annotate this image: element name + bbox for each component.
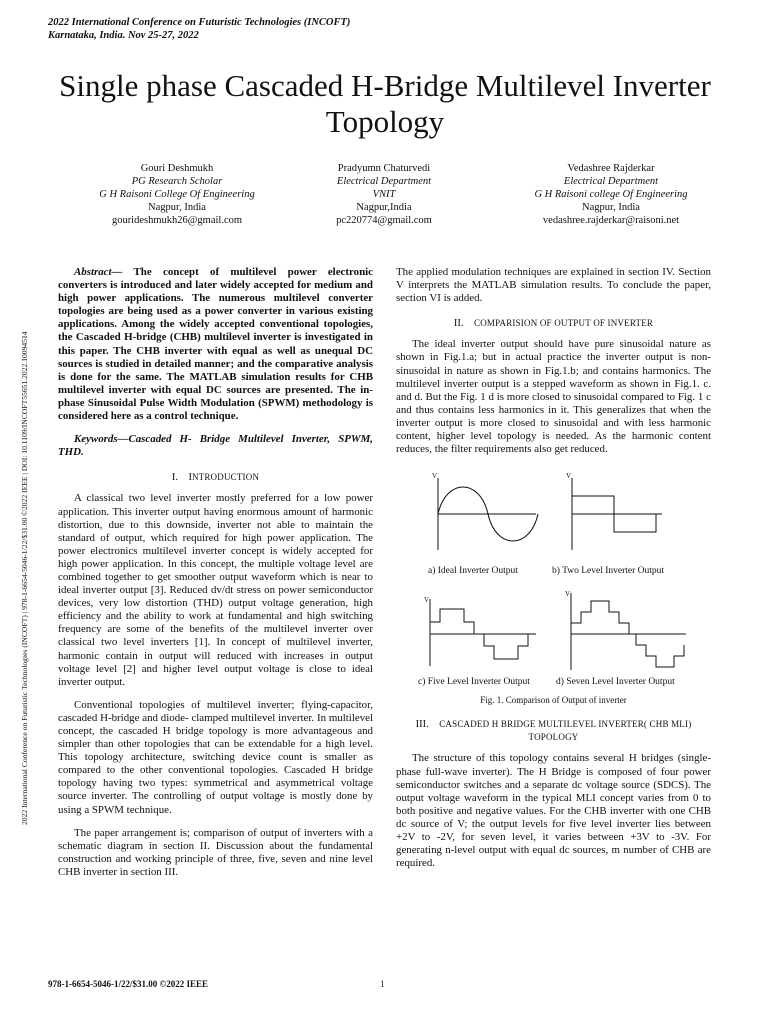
- section-heading-chb: III. CASCADED H BRIDGE MULTILEVEL INVERTER( CHB MLI) TOPOLOGY: [415, 719, 692, 743]
- abstract-label: Abstract—: [74, 266, 123, 278]
- author-block-1: [62, 162, 292, 227]
- author-affiliation: G H Raisoni college Of Engineering: [534, 189, 688, 200]
- figure-1-waveforms: [396, 466, 711, 691]
- subcaption-d: d) Seven Level Inverter Output: [556, 677, 675, 688]
- two-level-waveform-plot: [572, 478, 662, 550]
- ideal-waveform-plot: [438, 478, 538, 550]
- conference-name: 2022 International Conference on Futuristic Technologies (INCOFT): [48, 17, 351, 28]
- author-name: Vedashree Rajderkar: [567, 163, 655, 174]
- figure-1: [396, 466, 711, 706]
- five-level-waveform-plot: [430, 599, 536, 666]
- page-number: 1: [380, 979, 385, 989]
- doi-sidebar-text: 2022 International Conference on Futuristic Technologies (INCOFT) | 978-1-6654-5046-1/22/$31.00 ©2022 IEEE | DOI: 10.1109/INCOFT55651.2022.10094514: [20, 331, 29, 825]
- author-affiliation: VNIT: [372, 189, 396, 200]
- author-block-3: [496, 162, 726, 227]
- axis-label: V: [424, 596, 430, 605]
- author-email[interactable]: pc220774@gmail.com: [336, 215, 432, 226]
- subcaption-a: a) Ideal Inverter Output: [428, 566, 518, 577]
- keywords-label: Keywords—: [74, 433, 129, 446]
- intro-paragraph-1: A classical two level inverter mostly preferred for a low power application. This inverter output having enormous amount of harmonic distortion, due to this downside, inverter not able to maintain the standard of output, which required for high power application. The power electronics multilevel inverter concept is widely accepted for high power application. In this concept, the multiple voltage level are combined together to get smoother output waveform which is near to ideal inverter output [3]. Reduced dv/dt stress on power semiconductor devices, very low distortion (THD) output voltage generation, high efficiency and the ability to work at fundamental and high switching frequency are some of the benefits of the multilevel inverter over classical two level inverters [1]. In concept of multilevel inverter, harmonic contain in output will reduced with increases in output voltage level [2] and higher level output voltage is close to ideal inverter output.: [58, 492, 373, 688]
- author-email[interactable]: gourideshmukh26@gmail.com: [111, 215, 243, 226]
- axis-label: V: [432, 472, 438, 481]
- axis-label: V: [566, 472, 572, 481]
- conference-header: [48, 16, 350, 42]
- figure-caption: Fig. 1. Comparison of Output of inverter: [480, 695, 627, 706]
- seven-level-waveform-plot: [571, 593, 686, 670]
- sections-overview: The applied modulation techniques are explained in section IV. Section V interprets the MATLAB simulation results. To conclude the paper, section VI is added.: [396, 266, 711, 305]
- left-column: [58, 266, 373, 889]
- author-name: Gouri Deshmukh: [140, 163, 214, 174]
- axis-label: V: [565, 590, 571, 599]
- author-block-2: [269, 162, 499, 227]
- intro-paragraph-2: Conventional topologies of multilevel inverter; flying-capacitor, cascaded H-bridge and diode- clamped multilevel inverter. In multilevel concept, the cascaded H bridge topology is more advantageous and simpler than other topologies that can be extendable for a high level. This topology architecture, switching device count is smaller as compared to the other conventional topologies. Cascaded H bridge topology having two types: symmetrical and asymmetrical voltage source inverter. The controlling of output voltage is mostly done by using a SPWM technique.: [58, 698, 373, 816]
- footer-copyright: 978-1-6654-5046-1/22/$31.00 ©2022 IEEE: [48, 979, 208, 989]
- author-city: Nagpur,India: [356, 202, 412, 213]
- keywords-text: Cascaded H- Bridge Multilevel Inverter, SPWM, THD.: [58, 433, 373, 459]
- author-role: Electrical Department: [563, 176, 659, 187]
- paper-title: Single phase Cascaded H-Bridge Multilevel Inverter Topology: [59, 68, 711, 139]
- intro-paragraph-3: The paper arrangement is; comparison of output of inverters with a schematic diagram in section II. Discussion about the fundamental construction and working principle of three, five, seven and nine level CHB inverter in section III.: [58, 826, 373, 878]
- subcaption-b: b) Two Level Inverter Output: [552, 566, 665, 577]
- abstract: [58, 266, 373, 423]
- conference-location: Karnataka, India. Nov 25-27, 2022: [48, 30, 199, 41]
- author-city: Nagpur, India: [582, 202, 640, 213]
- author-role: Electrical Department: [336, 176, 432, 187]
- section-heading-introduction: I. INTRODUCTION: [171, 472, 260, 484]
- comparison-paragraph: The ideal inverter output should have pure sinusoidal nature as shown in Fig.1.a; but in actual practice the inverter output is non-sinusoidal in nature as shown in Fig.1.b; and contains harmonics. The multilevel inverter output is a stepped waveform as shown in Fig.1. c. and d. But the Fig. 1 d is more closed to sinusoidal compared to Fig. 1 c and thus contains less harmonics in it. This generalizes that when the inverter output is more closed to sinusoidal and with less harmonic content, higher level topology is needed. As the harmonic content reduces, the filter requirements also get reduced.: [396, 338, 711, 456]
- subcaption-c: c) Five Level Inverter Output: [418, 677, 530, 688]
- author-city: Nagpur, India: [148, 202, 206, 213]
- section-heading-comparison: II. COMPARISION OF OUTPUT OF INVERTER: [453, 318, 654, 330]
- chb-paragraph: The structure of this topology contains several H bridges (single-phase full-wave inverter). The H Bridge is composed of four power semiconductor switches and a separate dc voltage source (SDCS). The output voltage waveform in the typical MLI concept varies from 0 to both positive and negative values. For the CHB inverter with one CHB dc source of V; the output levels for five level inverter lies between +2V to -2V, for seven level, it varies between +3V to -3V. For generating n-level output with equal dc sources, m number of CHB are required.: [396, 752, 711, 870]
- abstract-text: The concept of multilevel power electronic converters is introduced and later widely accepted for medium and high power applications. The numerous multilevel converter topologies are being used as a power converter in various existing applications. Among the widely accepted conventional topologies, the Cascaded H-bridge (CHB) multilevel inverter is investigated in this paper. The CHB inverter with equal as well as unequal DC sources is studied in detailed manner; and the comparative analysis is done for the same. The MATLAB simulation results for CHB multilevel inverter with equal DC sources are presented. The in-phase Sinusoidal Pulse Width Modulation (SPWM) methodology is considered here as a control technique.: [58, 266, 373, 423]
- author-role: PG Research Scholar: [131, 176, 223, 187]
- doi-sidebar: [20, 195, 30, 825]
- keywords: [58, 433, 373, 459]
- author-affiliation: G H Raisoni College Of Engineering: [99, 189, 255, 200]
- right-column: [396, 266, 711, 880]
- author-email[interactable]: vedashree.rajderkar@raisoni.net: [542, 215, 680, 226]
- author-name: Pradyumn Chaturvedi: [337, 163, 431, 174]
